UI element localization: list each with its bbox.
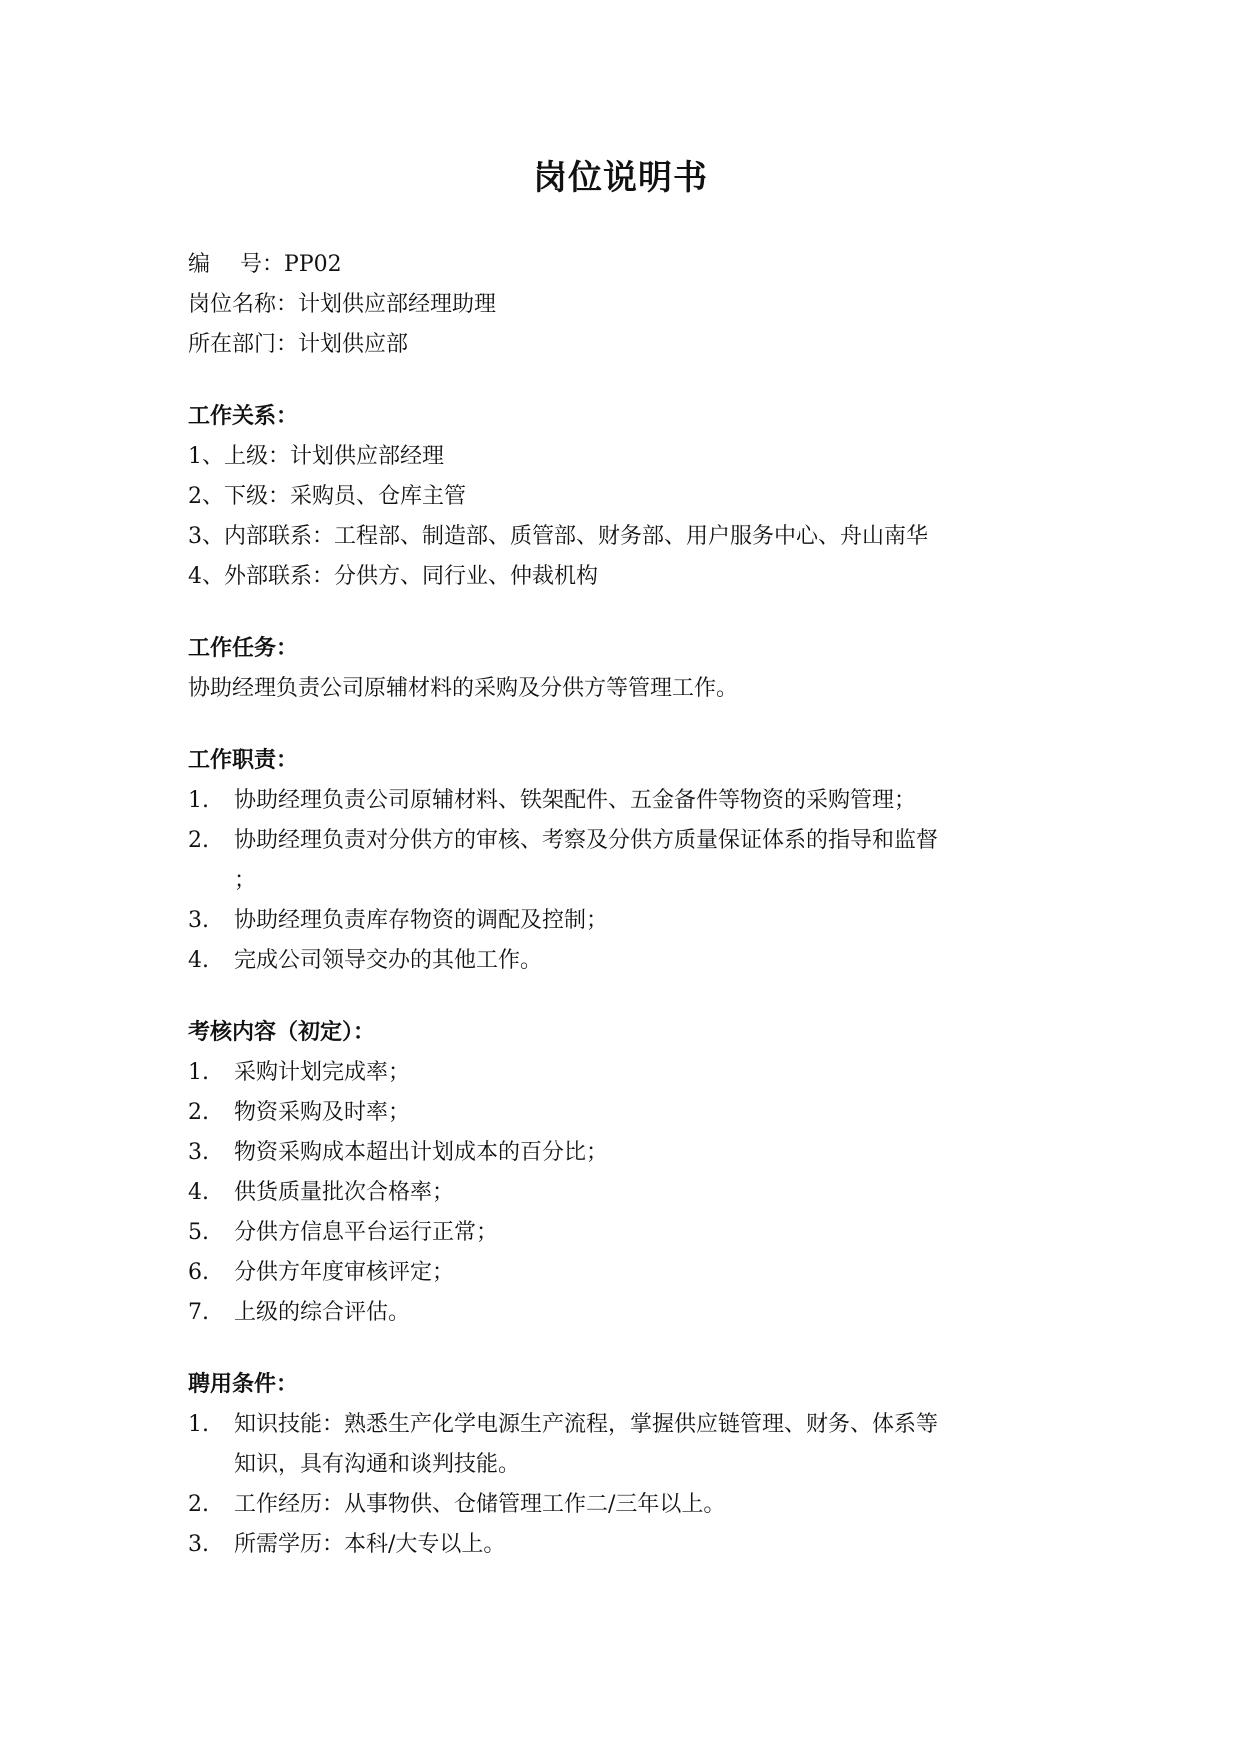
hiring-text-continuation: 知识，具有沟通和谈判技能。 [234,1452,521,1477]
duty-item [188,821,1048,861]
assessment-number: 5. [188,1220,209,1245]
assessment-item [188,1293,1048,1333]
relations-heading: 工作关系： [188,404,299,429]
duty-item [188,781,1048,821]
assessment-number: 2. [188,1100,209,1125]
duties-heading: 工作职责： [188,748,299,773]
number-row [188,245,1048,285]
assessment-item [188,1253,1048,1293]
duty-number: 4. [188,948,209,973]
assessment-number: 3. [188,1140,209,1165]
duty-number: 3. [188,908,209,933]
duty-number: 1. [188,788,209,813]
position-label: 岗位名称： [188,292,299,317]
hiring-item [188,1485,1048,1525]
duty-number: 2. [188,828,209,853]
assessment-number: 1. [188,1060,209,1085]
duty-text: 协助经理负责对分供方的审核、考察及分供方质量保证体系的指导和监督 [234,828,939,853]
assessment-number: 6. [188,1260,209,1285]
assessment-text: 物资采购成本超出计划成本的百分比； [234,1140,609,1165]
hiring-number: 1. [188,1412,209,1437]
number-label-second: 号： [240,252,285,277]
assessment-item [188,1133,1048,1173]
duty-item [188,941,1048,981]
assessment-text: 采购计划完成率； [234,1060,411,1085]
assessment-text: 供货质量批次合格率； [234,1180,455,1205]
duty-text: 协助经理负责公司原辅材料、铁架配件、五金备件等物资的采购管理； [234,788,917,813]
assessment-number: 7. [188,1300,209,1325]
relations-item: 2、下级：采购员、仓库主管 [188,484,466,509]
assessment-text: 物资采购及时率； [234,1100,411,1125]
department-row [188,325,1048,365]
task-text: 协助经理负责公司原辅材料的采购及分供方等管理工作。 [188,676,739,701]
position-row [188,285,1048,325]
duty-text: 协助经理负责库存物资的调配及控制； [234,908,609,933]
relations-item: 4、外部联系：分供方、同行业、仲裁机构 [188,564,598,589]
assessment-item [188,1213,1048,1253]
hiring-number: 3. [188,1532,209,1557]
assessment-text: 分供方信息平台运行正常； [234,1220,499,1245]
assessment-item [188,1093,1048,1133]
page-title: 岗位说明书 [533,158,708,198]
task-heading: 工作任务： [188,636,299,661]
assessment-item [188,1053,1048,1093]
number-value: PP02 [284,252,342,277]
position-value: 计划供应部经理助理 [298,292,497,317]
assessment-text: 分供方年度审核评定； [234,1260,455,1285]
hiring-text: 知识技能：熟悉生产化学电源生产流程，掌握供应链管理、财务、体系等 [234,1412,939,1437]
duty-item [188,901,1048,941]
relations-item: 1、上级：计划供应部经理 [188,444,444,469]
hiring-text: 工作经历：从事物供、仓储管理工作二/三年以上。 [234,1492,726,1517]
assessment-text: 上级的综合评估。 [234,1300,411,1325]
hiring-number: 2. [188,1492,209,1517]
hiring-text: 所需学历：本科/大专以上。 [234,1532,506,1557]
duty-text: 完成公司领导交办的其他工作。 [234,948,543,973]
document-body [188,245,1048,1565]
assessment-heading: 考核内容（初定）： [188,1020,376,1045]
department-label: 所在部门： [188,332,299,357]
assessment-item [188,1173,1048,1213]
hiring-item [188,1405,1048,1445]
duty-text-continuation: ； [234,868,257,893]
assessment-number: 4. [188,1180,209,1205]
hiring-item [188,1525,1048,1565]
relations-item: 3、内部联系：工程部、制造部、质管部、财务部、用户服务中心、舟山南华 [188,524,928,549]
department-value: 计划供应部 [298,332,409,357]
hiring-heading: 聘用条件： [188,1372,299,1397]
number-label-first: 编 [188,252,211,277]
